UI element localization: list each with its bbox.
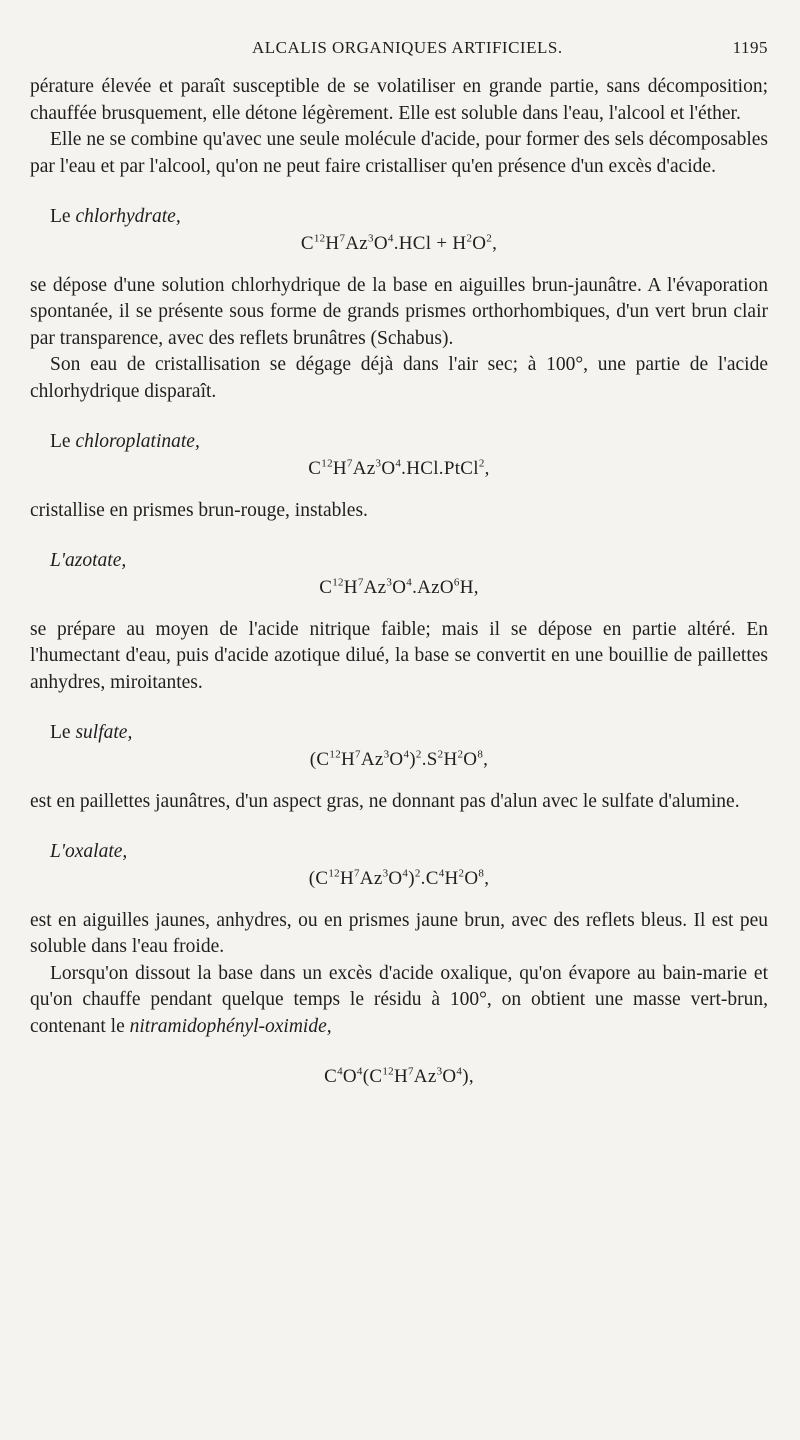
salt-name: sulfate, [75,722,133,743]
paragraph-azotate: se prépare au moyen de l'acide nitrique faible; mais il se dépose en partie altéré. En l'humectant d'eau, puis d'acide azotique dilué, la base se convertit en une bouillie de paillettes anhydres, miroitantes. [30,618,768,693]
paragraph-chlorhydrate: se dépose d'une solution chlorhydrique de la base en aiguilles brun-jaunâtre. A l'évaporation spontanée, il se présente sous forme de grands prismes orthorhombiques, d'un vert brun clair par transparence, avec des reflets brunâtres (Schabus). [30,274,768,349]
salt-label-chlorhydrate: Le chlorhydrate, [50,206,181,227]
paragraph-crystallisation: Son eau de cristallisation se dégage déjà dans l'air sec; à 100°, une partie de l'acide chlorhydrique disparaît. [30,354,768,402]
paragraph-oximide: Lorsqu'on dissout la base dans un excès d'acide oxalique, qu'on évapore au bain-marie et qu'on chauffe pendant quelque temps le résidu à 100°, on obtient une masse vert-brun, contenant le nitramidophényl-oximide, [30,962,768,1037]
page-header [30,38,768,68]
paragraph-continued: pérature élevée et paraît susceptible de se volatiliser en grande partie, sans décomposition; chauffée brusquement, elle détone légèrement. Elle est soluble dans l'eau, l'alcool et l'éther. [30,76,768,124]
salt-label-sulfate: Le sulfate, [50,722,133,743]
formula-chloroplatinate: $C^{12}H^7Az^3O^4.HCl.PtCl^2$, [308,457,490,479]
formula-chlorhydrate: $C^{12}H^7Az^3O^4.HCl + H^2O^2$, [300,232,498,254]
paragraph-sulfate: est en paillettes jaunâtres, d'un aspect gras, ne donnant pas d'alun avec le sulfate d'alumine. [30,790,740,812]
salt-label-oxalate [30,839,768,866]
paragraph-chloroplatinate: cristallise en prismes brun-rouge, instables. [30,499,368,521]
paragraph-combination: Elle ne se combine qu'avec une seule molécule d'acide, pour former des sels décomposables par l'eau et par l'alcool, qu'on ne peut faire cristalliser qu'en présence d'un excès d'acide. [30,129,768,177]
salt-name: L'oxalate, [50,841,128,862]
page-body [30,74,768,1090]
salt-name: chloroplatinate, [75,431,200,452]
running-title: ALCALIS ORGANIQUES ARTIFICIELS. [252,38,563,57]
formula-azotate: $C^{12}H^7Az^3O^4.AzO^6H$, [319,576,479,598]
formula-oxalate: $(C^{12}H^7Az^3O^4)^2.C^4H^2O^8$, [308,867,490,889]
page-number: 1195 [732,38,768,57]
paragraph-oxalate: est en aiguilles jaunes, anhydres, ou en prismes jaune brun, avec des reflets bleus. Il est peu soluble dans l'eau froide. [30,909,768,957]
salt-label-azotate [30,548,768,575]
salt-name: L'azotate, [50,550,127,571]
salt-name: chlorhydrate, [75,206,181,227]
salt-label-chloroplatinate: Le chloroplatinate, [50,431,200,452]
formula-sulfate: $(C^{12}H^7Az^3O^4)^2.S^2H^2O^8$, [309,748,489,770]
compound-name: nitramidophényl-oximide, [129,1015,332,1037]
formula-oximide: $C^4O^4(C^{12}H^7Az^3O^4)$, [324,1065,474,1087]
